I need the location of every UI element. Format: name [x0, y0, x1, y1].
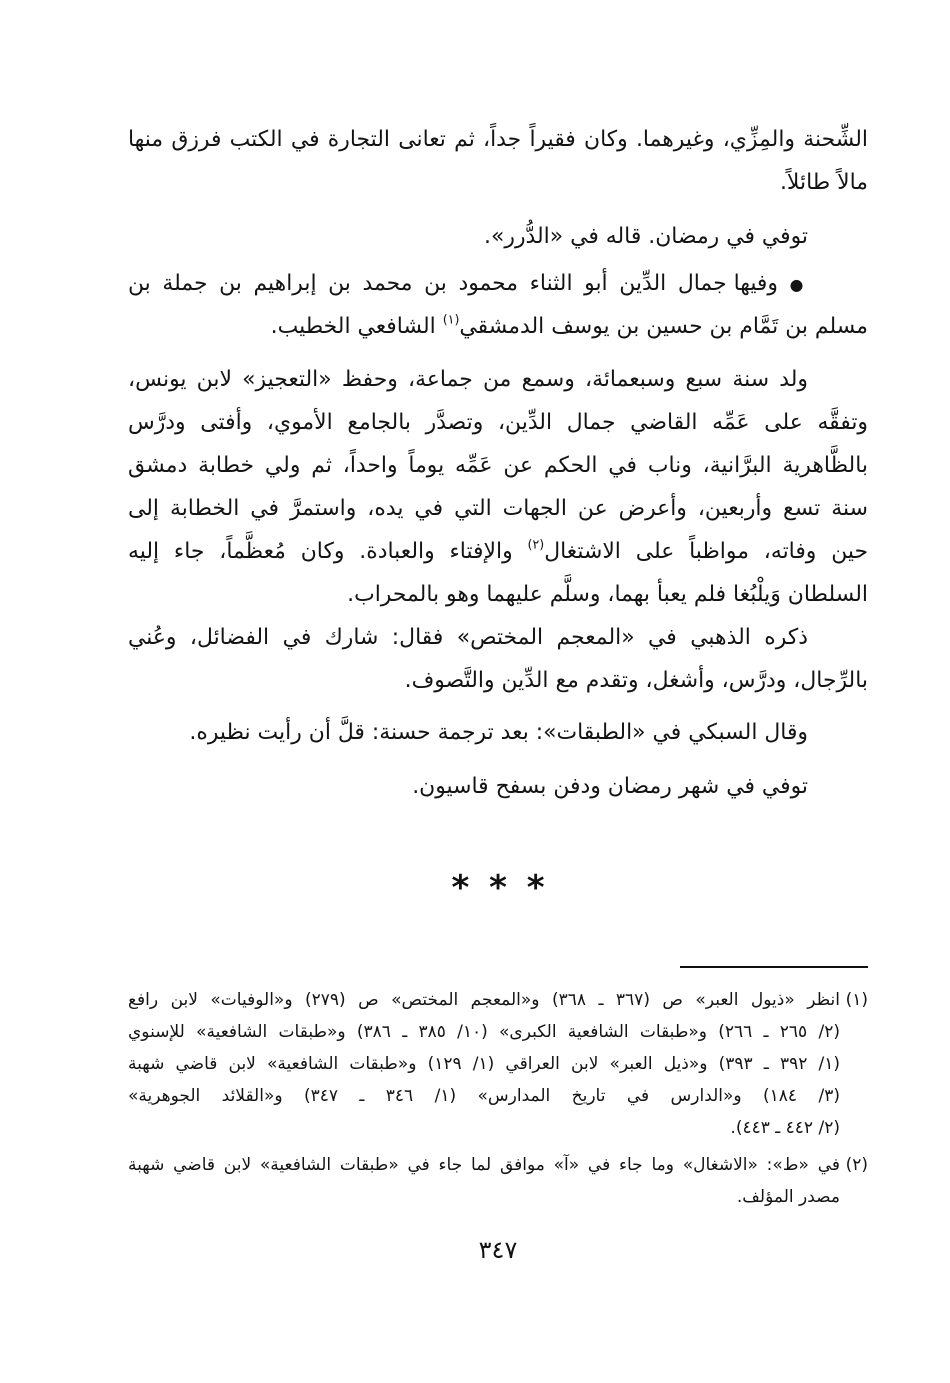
footnote: [128, 984, 868, 1144]
footnote-line: (١/ ٣٩٢ ـ ٣٩٣) و«ذيل العبر» لابن العراقي (١/ ١٢٩) و«طبقات الشافعية» لابن قاضي شهبة: [128, 1054, 840, 1074]
paragraph: [128, 616, 868, 702]
text-line: توفي في رمضان. قاله في «الدُّرر».: [484, 224, 808, 249]
section-separator: * * *: [451, 868, 545, 908]
paragraph: [128, 215, 868, 258]
footnote-line: في «ط»: «الاشغال» وما جاء في «آ» موافق لما جاء في «طبقات الشافعية» لابن قاضي شهبة: [128, 1155, 840, 1175]
paragraph: [128, 262, 868, 348]
text-line: ذكره الذهبي في «المعجم المختص» فقال: شارك في الفضائل، وعُني: [128, 625, 808, 650]
text-line: [128, 262, 868, 305]
text-run: الشافعي الخطيب.: [270, 314, 443, 339]
text-line: بالظَّاهرية البرَّانية، وناب في الحكم عن عَمِّه يوماً واحداً، ثم ولي خطابة دمشق: [128, 453, 868, 478]
footnotes: [128, 984, 868, 1213]
footnote-line: مصدر المؤلف.: [736, 1187, 840, 1207]
footnote-line: (٢/ ٢٦٥ ـ ٢٦٦) و«طبقات الشافعية الكبرى» (١٠/ ٣٨٥ ـ ٣٨٦) و«طبقات الشافعية» للإسنوي: [128, 1022, 840, 1042]
text-run: وفيها جمال الدِّين أبو الثناء محمود بن محمد بن إبراهيم بن جملة بن: [128, 271, 778, 296]
text-line: السلطان وَيلْبُغا فلم يعبأ بهما، وسلَّم عليهما وهو بالمحراب.: [347, 582, 868, 607]
text-line: ولد سنة سبع وسبعمائة، وسمع من جماعة، وحفظ «التعجيز» لابن يونس،: [128, 367, 808, 392]
text-line: الشِّحنة والمِزِّي، وغيرهما. وكان فقيراً جداً، ثم تعانى التجارة في الكتب فرزق منها: [128, 127, 868, 152]
text-run: مسلم بن تَمَّام بن حسين بن يوسف الدمشقي: [459, 314, 868, 339]
footnote-ref: (١): [442, 311, 460, 327]
footnote-line: (٢/ ٤٤٢ ـ ٤٤٣).: [730, 1118, 840, 1138]
text-line: [128, 530, 868, 573]
text-line: وقال السبكي في «الطبقات»: بعد ترجمة حسنة: قلَّ أن رأيت نظيره.: [189, 720, 808, 745]
footnote-marker: (٢): [845, 1155, 868, 1175]
text-run: حين وفاته، مواظباً على الاشتغال: [544, 539, 868, 564]
main-text: [128, 118, 868, 808]
text-line: [128, 305, 868, 348]
footnote-line: (٣/ ١٨٤) و«الدارس في تاريخ المدارس» (١/ ٣٤٦ ـ ٣٤٧) و«القلائد الجوهرية»: [128, 1086, 840, 1106]
paragraph: [128, 765, 868, 808]
footnote: [128, 1149, 868, 1213]
text-run: والإفتاء والعبادة. وكان مُعظَّماً، جاء إليه: [128, 539, 528, 564]
footnote-line: انظر «ذيول العبر» ص (٣٦٧ ـ ٣٦٨) و«المعجم المختص» ص (٢٧٩) و«الوفيات» لابن رافع: [128, 990, 840, 1010]
text-line: مالاً طائلاً.: [779, 170, 868, 195]
bullet-icon: ●: [789, 275, 808, 294]
footnote-divider: [680, 966, 868, 968]
text-line: بالرِّجال، ودرَّس، وأشغل، وتقدم مع الدِّين والتَّصوف.: [404, 668, 868, 693]
text-line: سنة تسع وأربعين، وأعرض عن الجهات التي في يده، واستمرَّ في الخطابة إلى: [128, 496, 868, 521]
footnote-marker: (١): [845, 990, 868, 1010]
footnote-ref: (٢): [527, 536, 545, 552]
paragraph: [128, 711, 868, 754]
text-line: وتفقَّه على عَمِّه القاضي جمال الدِّين، وتصدَّر بالجامع الأموي، وأفتى ودرَّس: [128, 410, 868, 435]
text-line: توفي في شهر رمضان ودفن بسفح قاسيون.: [412, 774, 808, 799]
paragraph: [128, 118, 868, 204]
page-number: ٣٤٧: [478, 1236, 518, 1264]
paragraph: [128, 358, 868, 616]
